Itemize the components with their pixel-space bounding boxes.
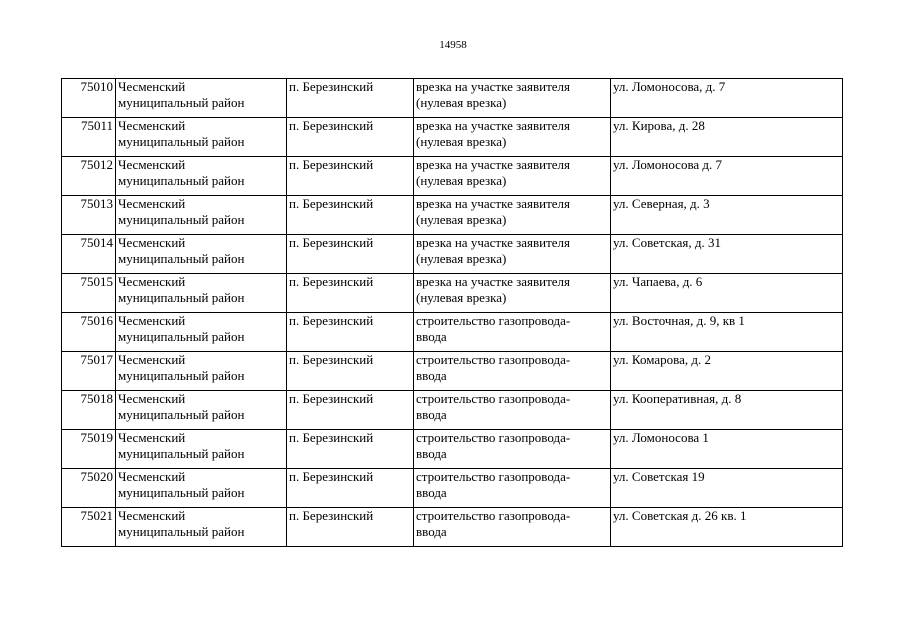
table-row	[62, 469, 843, 508]
district-line2: муниципальный район	[118, 524, 245, 539]
table-row	[62, 235, 843, 274]
work-cell	[414, 430, 611, 469]
work-line1: врезка на участке заявителя	[416, 274, 570, 289]
address-cell: ул. Ломоносова 1	[611, 430, 843, 469]
work-line1: врезка на участке заявителя	[416, 118, 570, 133]
address-cell: ул. Кооперативная, д. 8	[611, 391, 843, 430]
work-line2: ввода	[416, 368, 447, 383]
records-table	[61, 78, 843, 547]
work-line2: (нулевая врезка)	[416, 173, 507, 188]
table-row	[62, 79, 843, 118]
record-number: 75010	[62, 79, 116, 118]
address-cell: ул. Чапаева, д. 6	[611, 274, 843, 313]
district-cell	[116, 352, 287, 391]
address-cell: ул. Кирова, д. 28	[611, 118, 843, 157]
district-cell	[116, 157, 287, 196]
settlement-cell: п. Березинский	[287, 313, 414, 352]
work-line2: ввода	[416, 329, 447, 344]
district-line1: Чесменский	[118, 274, 186, 289]
district-line2: муниципальный район	[118, 95, 245, 110]
work-line1: строительство газопровода-	[416, 391, 571, 406]
district-cell	[116, 508, 287, 547]
district-cell	[116, 79, 287, 118]
work-line2: (нулевая врезка)	[416, 290, 507, 305]
work-line1: врезка на участке заявителя	[416, 157, 570, 172]
district-cell	[116, 391, 287, 430]
work-cell	[414, 274, 611, 313]
work-line2: ввода	[416, 524, 447, 539]
settlement-cell: п. Березинский	[287, 235, 414, 274]
district-line1: Чесменский	[118, 508, 186, 523]
district-line1: Чесменский	[118, 235, 186, 250]
work-line2: ввода	[416, 485, 447, 500]
record-number: 75015	[62, 274, 116, 313]
work-cell	[414, 118, 611, 157]
district-line1: Чесменский	[118, 313, 186, 328]
work-line2: ввода	[416, 446, 447, 461]
work-line2: (нулевая врезка)	[416, 212, 507, 227]
district-cell	[116, 313, 287, 352]
table-row	[62, 196, 843, 235]
record-number: 75014	[62, 235, 116, 274]
table-row	[62, 391, 843, 430]
district-cell	[116, 235, 287, 274]
district-line2: муниципальный район	[118, 173, 245, 188]
district-cell	[116, 469, 287, 508]
district-line1: Чесменский	[118, 430, 186, 445]
work-line1: врезка на участке заявителя	[416, 79, 570, 94]
address-cell: ул. Северная, д. 3	[611, 196, 843, 235]
address-cell: ул. Ломоносова, д. 7	[611, 79, 843, 118]
table-row	[62, 313, 843, 352]
address-cell: ул. Ломоносова д. 7	[611, 157, 843, 196]
record-number: 75018	[62, 391, 116, 430]
work-line1: строительство газопровода-	[416, 430, 571, 445]
work-line1: строительство газопровода-	[416, 508, 571, 523]
work-cell	[414, 235, 611, 274]
work-cell	[414, 508, 611, 547]
table-row	[62, 508, 843, 547]
district-line1: Чесменский	[118, 79, 186, 94]
work-line2: ввода	[416, 407, 447, 422]
district-line2: муниципальный район	[118, 329, 245, 344]
record-number: 75021	[62, 508, 116, 547]
table-row	[62, 274, 843, 313]
settlement-cell: п. Березинский	[287, 391, 414, 430]
district-line2: муниципальный район	[118, 251, 245, 266]
work-line1: строительство газопровода-	[416, 352, 571, 367]
settlement-cell: п. Березинский	[287, 79, 414, 118]
record-number: 75020	[62, 469, 116, 508]
district-line2: муниципальный район	[118, 368, 245, 383]
work-line2: (нулевая врезка)	[416, 251, 507, 266]
district-line1: Чесменский	[118, 157, 186, 172]
table-row	[62, 352, 843, 391]
address-cell: ул. Советская д. 26 кв. 1	[611, 508, 843, 547]
work-cell	[414, 79, 611, 118]
table-row	[62, 430, 843, 469]
address-cell: ул. Советская, д. 31	[611, 235, 843, 274]
work-line1: врезка на участке заявителя	[416, 196, 570, 211]
district-line2: муниципальный район	[118, 485, 245, 500]
record-number: 75013	[62, 196, 116, 235]
settlement-cell: п. Березинский	[287, 352, 414, 391]
settlement-cell: п. Березинский	[287, 118, 414, 157]
district-line2: муниципальный район	[118, 212, 245, 227]
district-cell	[116, 430, 287, 469]
district-line1: Чесменский	[118, 469, 186, 484]
district-cell	[116, 274, 287, 313]
district-line1: Чесменский	[118, 352, 186, 367]
record-number: 75012	[62, 157, 116, 196]
table-row	[62, 157, 843, 196]
address-cell: ул. Советская 19	[611, 469, 843, 508]
work-cell	[414, 469, 611, 508]
settlement-cell: п. Березинский	[287, 469, 414, 508]
district-line1: Чесменский	[118, 391, 186, 406]
district-line1: Чесменский	[118, 118, 186, 133]
settlement-cell: п. Березинский	[287, 274, 414, 313]
record-number: 75017	[62, 352, 116, 391]
district-line1: Чесменский	[118, 196, 186, 211]
settlement-cell: п. Березинский	[287, 157, 414, 196]
work-cell	[414, 391, 611, 430]
settlement-cell: п. Березинский	[287, 508, 414, 547]
work-line1: врезка на участке заявителя	[416, 235, 570, 250]
settlement-cell: п. Березинский	[287, 196, 414, 235]
record-number: 75011	[62, 118, 116, 157]
work-cell	[414, 313, 611, 352]
work-line1: строительство газопровода-	[416, 469, 571, 484]
record-number: 75019	[62, 430, 116, 469]
record-number: 75016	[62, 313, 116, 352]
settlement-cell: п. Березинский	[287, 430, 414, 469]
work-cell	[414, 157, 611, 196]
work-line2: (нулевая врезка)	[416, 134, 507, 149]
district-cell	[116, 196, 287, 235]
address-cell: ул. Комарова, д. 2	[611, 352, 843, 391]
records-table-body	[62, 79, 843, 547]
district-line2: муниципальный район	[118, 407, 245, 422]
district-line2: муниципальный район	[118, 446, 245, 461]
page-number: 14958	[439, 39, 467, 51]
address-cell: ул. Восточная, д. 9, кв 1	[611, 313, 843, 352]
district-cell	[116, 118, 287, 157]
work-cell	[414, 196, 611, 235]
work-cell	[414, 352, 611, 391]
district-line2: муниципальный район	[118, 134, 245, 149]
table-row	[62, 118, 843, 157]
work-line2: (нулевая врезка)	[416, 95, 507, 110]
district-line2: муниципальный район	[118, 290, 245, 305]
work-line1: строительство газопровода-	[416, 313, 571, 328]
